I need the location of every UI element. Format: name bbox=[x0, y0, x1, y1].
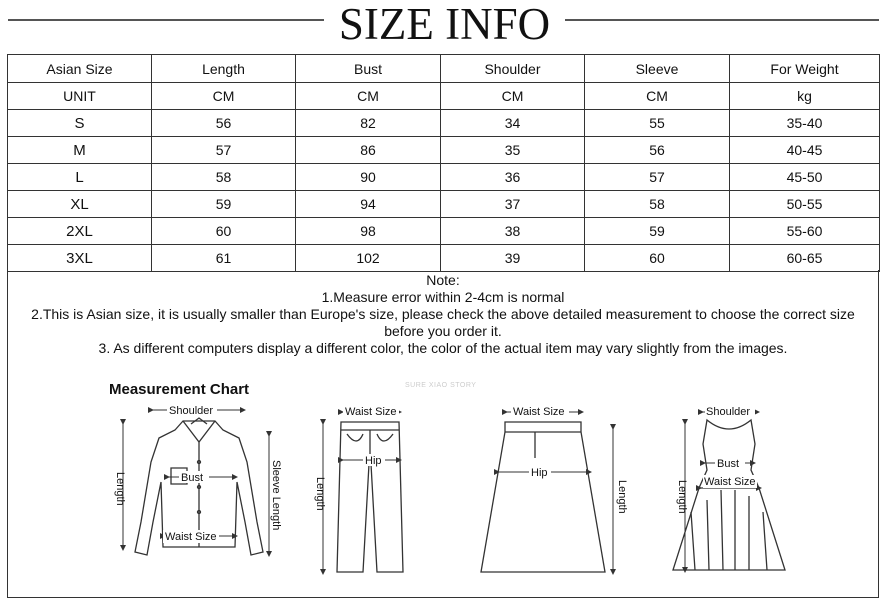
table-cell: 94 bbox=[296, 191, 441, 218]
table-cell: 102 bbox=[296, 245, 441, 272]
unit-cell: CM bbox=[296, 83, 441, 110]
table-cell: 56 bbox=[152, 110, 296, 137]
title-divider-left bbox=[8, 19, 324, 21]
table-cell: M bbox=[8, 137, 152, 164]
skirt-labels bbox=[511, 405, 628, 514]
dress-length-label: Length bbox=[676, 480, 688, 514]
table-row bbox=[8, 245, 880, 272]
table-cell: 38 bbox=[441, 218, 585, 245]
header-cell: Shoulder bbox=[441, 55, 585, 83]
table-cell: XL bbox=[8, 191, 152, 218]
table-cell: 82 bbox=[296, 110, 441, 137]
table-cell: 35-40 bbox=[730, 110, 880, 137]
table-cell: 40-45 bbox=[730, 137, 880, 164]
table-row bbox=[8, 110, 880, 137]
table-cell: 39 bbox=[441, 245, 585, 272]
table-cell: 60-65 bbox=[730, 245, 880, 272]
dress-waist-label: Waist Size bbox=[704, 476, 756, 488]
header-cell: Length bbox=[152, 55, 296, 83]
table-cell: 60 bbox=[152, 218, 296, 245]
skirt-hip-label: Hip bbox=[531, 467, 548, 479]
header-cell: Asian Size bbox=[8, 55, 152, 83]
note-line-3: 3. As different computers display a different color, the color of the actual item may vary slightly from the images. bbox=[98, 340, 788, 356]
size-table bbox=[7, 54, 880, 272]
table-cell: 60 bbox=[585, 245, 730, 272]
dress-diagram bbox=[673, 412, 785, 570]
table-cell: 61 bbox=[152, 245, 296, 272]
table-cell: 86 bbox=[296, 137, 441, 164]
notes bbox=[8, 272, 878, 357]
table-cell: L bbox=[8, 164, 152, 191]
note-line-2: 2.This is Asian size, it is usually smaller than Europe's size, please check the above detailed measurement to choose the correct size bbox=[31, 306, 855, 322]
skirt-waist-label: Waist Size bbox=[513, 406, 565, 418]
page-title: SIZE INFO bbox=[338, 0, 551, 49]
table-cell: 57 bbox=[152, 137, 296, 164]
table-cell: 36 bbox=[441, 164, 585, 191]
watermark: SURE XIAO STORY bbox=[405, 382, 477, 389]
pants-length-label: Length bbox=[314, 477, 326, 511]
garment-diagrams bbox=[95, 372, 885, 597]
table-row bbox=[8, 164, 880, 191]
table-row bbox=[8, 137, 880, 164]
table-cell: 90 bbox=[296, 164, 441, 191]
dress-labels bbox=[676, 405, 757, 514]
shirt-sleeve-label: Sleeve Length bbox=[270, 460, 282, 531]
note-heading: Note: bbox=[426, 272, 460, 288]
table-cell: S bbox=[8, 110, 152, 137]
unit-cell: kg bbox=[730, 83, 880, 110]
dress-shoulder-label: Shoulder bbox=[706, 406, 751, 418]
pants-labels bbox=[314, 405, 399, 511]
table-cell: 57 bbox=[585, 164, 730, 191]
pants-hip-label: Hip bbox=[365, 455, 382, 467]
table-cell: 45-50 bbox=[730, 164, 880, 191]
shirt-bust-label: Bust bbox=[181, 472, 204, 484]
unit-cell: UNIT bbox=[8, 83, 152, 110]
header-cell: Sleeve bbox=[585, 55, 730, 83]
note-line-1: 1.Measure error within 2-4cm is normal bbox=[321, 289, 565, 305]
table-unit-row bbox=[8, 83, 880, 110]
header-cell: For Weight bbox=[730, 55, 880, 83]
table-cell: 98 bbox=[296, 218, 441, 245]
table-cell: 58 bbox=[152, 164, 296, 191]
pants-waist-label: Waist Size bbox=[345, 406, 397, 418]
table-cell: 58 bbox=[585, 191, 730, 218]
skirt-length-label: Length bbox=[616, 480, 628, 514]
chart-title: Measurement Chart bbox=[109, 381, 250, 398]
table-cell: 56 bbox=[585, 137, 730, 164]
table-header-row bbox=[8, 55, 880, 83]
table-cell: 55 bbox=[585, 110, 730, 137]
table-row bbox=[8, 191, 880, 218]
shirt-shoulder-label: Shoulder bbox=[169, 405, 214, 417]
unit-cell: CM bbox=[441, 83, 585, 110]
unit-cell: CM bbox=[152, 83, 296, 110]
dress-bust-label: Bust bbox=[717, 458, 740, 470]
table-cell: 55-60 bbox=[730, 218, 880, 245]
note-line-2-continued: before you order it. bbox=[384, 323, 502, 339]
title-row bbox=[0, 0, 887, 50]
table-cell: 34 bbox=[441, 110, 585, 137]
measurement-chart bbox=[95, 372, 885, 597]
table-cell: 35 bbox=[441, 137, 585, 164]
title-divider-right bbox=[565, 19, 879, 21]
shirt-waist-label: Waist Size bbox=[165, 531, 217, 543]
table-cell: 2XL bbox=[8, 218, 152, 245]
header-cell: Bust bbox=[296, 55, 441, 83]
shirt-length-label: Length bbox=[114, 472, 126, 506]
table-cell: 59 bbox=[585, 218, 730, 245]
pants-diagram bbox=[323, 412, 403, 572]
skirt-diagram bbox=[481, 412, 613, 572]
table-cell: 59 bbox=[152, 191, 296, 218]
table-cell: 50-55 bbox=[730, 191, 880, 218]
table-cell: 3XL bbox=[8, 245, 152, 272]
unit-cell: CM bbox=[585, 83, 730, 110]
table-row bbox=[8, 218, 880, 245]
table-cell: 37 bbox=[441, 191, 585, 218]
